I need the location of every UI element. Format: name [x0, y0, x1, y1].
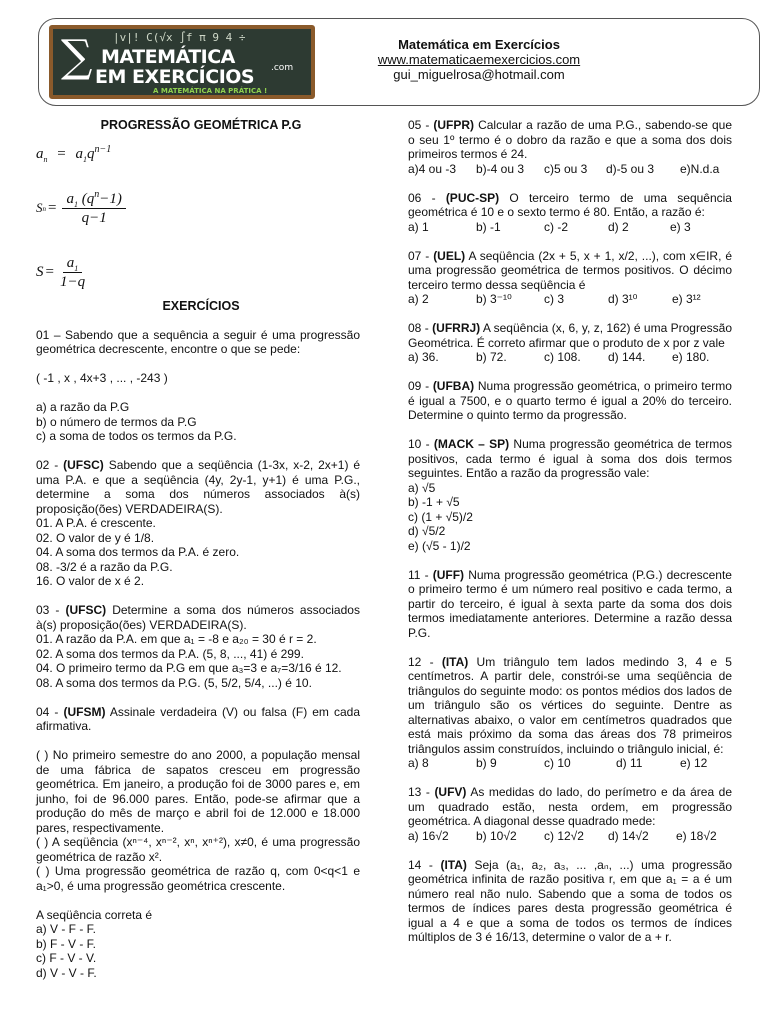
site-logo: [49, 25, 315, 99]
q09-body: Numa progressão geométrica, o primeiro termo é igual a 7500, e o quarto termo é igual a 20% do terceiro. Determine o quinto termo da progressão.: [408, 379, 732, 422]
q01-sequence: ( -1 , x , 4x+3 , ... , -243 ): [36, 371, 168, 385]
q06-option: b) -1: [476, 219, 501, 234]
f2-num-a: a: [66, 190, 74, 207]
q08-option: d) 144.: [608, 350, 646, 364]
formula-finite-sum: S n = $\frac{a_1 (q^n-1)}{q-1}$: [36, 183, 360, 235]
logo-doodle: |v|! C(√x ∫f π 9 4 ÷: [113, 31, 246, 44]
f2-eq: =: [48, 200, 57, 217]
q06-source: (PUC-SP): [445, 190, 500, 205]
q12-options: [408, 756, 732, 771]
author-email: gui_miguelrosa@hotmail.com: [393, 67, 565, 82]
question-04: [36, 705, 360, 981]
q06-option: a) 1: [408, 219, 429, 234]
q03-item: 02. A soma dos termos da P.A. (5, 8, ..., 41) é 299.: [36, 646, 304, 661]
q04-body: Assinale verdadeira (V) ou falsa (F) em cada afirmativa.: [36, 704, 360, 733]
q12-option: e) 12: [680, 756, 708, 770]
header-text: [329, 37, 629, 82]
page-title: PROGRESSÃO GEOMÉTRICA P.G: [100, 118, 302, 132]
q08-number: 08 -: [408, 321, 429, 335]
question-06: [408, 191, 732, 235]
q08-source: (UFRRJ): [432, 321, 481, 335]
q06-option: d) 2: [608, 219, 629, 234]
q12-option: c) 10: [544, 756, 571, 770]
q07-body: A seqüência (2x + 5, x + 1, x/2, ...), com x∈IR, é uma progressão geométrica de termos positivos. O décimo terceiro termo dessa seqüência é: [408, 248, 732, 292]
f3-numerator: [63, 256, 83, 274]
q03-item: 01. A razão da P.A. em que a₁ = -8 e a₂₀ = 30 é r = 2.: [36, 632, 317, 646]
q04-option: d) V - V - F.: [36, 965, 97, 980]
logo-line-2: EM EXERCÍCIOS: [95, 66, 255, 88]
page-header: [38, 18, 760, 106]
q08-text: [408, 321, 732, 350]
q13-option: d) 14√2: [608, 828, 649, 843]
q03-body: Determine a soma dos números associados à(s) proposição(ões) VERDADEIRA(S).: [36, 603, 360, 632]
q05-options: [408, 162, 732, 177]
q03-number: 03 -: [36, 603, 60, 617]
q13-text: [408, 785, 732, 829]
f2-num-sub: 1: [73, 199, 78, 209]
q10-number: 10 -: [408, 437, 430, 451]
q02-item: 08. -3/2 é a razão da P.G.: [36, 559, 173, 574]
q07-text: [408, 249, 732, 293]
q04-source: (UFSM): [63, 704, 106, 719]
q08-option: a) 36.: [408, 350, 439, 364]
question-14: [408, 858, 732, 945]
q07-option: d) 3¹⁰: [608, 292, 638, 306]
question-11: [408, 568, 732, 641]
q01-text: 01 – Sabendo que a sequência a seguir é uma progressão geométrica decrescente, encontre o que se pede:: [36, 327, 360, 356]
q04-statement: ( ) A seqüência (xⁿ⁻⁴, xⁿ⁻², xⁿ, xⁿ⁺²), x≠0, é uma progressão geométrica de razão x².: [36, 835, 360, 864]
question-09: [408, 379, 732, 423]
q09-source: (UFBA): [432, 379, 475, 393]
q09-number: 09 -: [408, 379, 430, 393]
q08-options: [408, 350, 732, 365]
q07-option: c) 3: [544, 292, 565, 306]
exercises-heading: EXERCÍCIOS: [162, 298, 240, 313]
f2-fraction: [62, 188, 125, 226]
q06-option: c) -2: [544, 219, 568, 234]
q02-number: 02 -: [36, 458, 59, 472]
q06-option: e) 3: [670, 219, 691, 234]
q05-option: a)4 ou -3: [408, 161, 457, 176]
f1-a: a: [75, 145, 83, 162]
q04-text: [36, 705, 360, 734]
f3-num-sub: 1: [74, 263, 79, 273]
q08-option: e) 180.: [672, 350, 710, 364]
q07-source: (UEL): [433, 248, 466, 263]
question-01: [36, 328, 360, 444]
question-02: [36, 458, 360, 589]
q12-text: [408, 655, 732, 757]
q02-text: [36, 458, 360, 516]
q08-option: c) 108.: [544, 350, 581, 364]
sigma-icon: ∑: [61, 31, 93, 82]
f3-lhs: S: [36, 264, 44, 281]
q01-item: a) a razão da P.G: [36, 400, 130, 414]
q13-option: a) 16√2: [408, 828, 449, 843]
f3-denominator: 1−q: [59, 274, 86, 290]
q02-item: 02. O valor de y é 1/8.: [36, 530, 155, 545]
f2-numerator: [62, 188, 125, 210]
q13-options: [408, 829, 732, 844]
q02-source: (UFSC): [63, 458, 104, 472]
q08-option: b) 72.: [476, 350, 507, 364]
q02-item: 01. A P.A. é crescente.: [36, 516, 156, 530]
q14-source: (ITA): [440, 857, 467, 872]
formula-general-term: [36, 143, 360, 177]
formula-infinite-sum: [36, 251, 360, 295]
f1-q: q: [86, 145, 95, 162]
f1-a-sub: 1: [82, 154, 87, 164]
q02-item: 04. A soma dos termos da P.A. é zero.: [36, 545, 240, 559]
f3-fraction: [60, 256, 85, 290]
q11-number: 11 -: [408, 567, 429, 582]
q13-option: c) 12√2: [544, 828, 584, 843]
q10-option: d) √5/2: [408, 524, 446, 538]
f2-denominator: q−1: [81, 210, 107, 226]
f2-num-exp: n: [94, 188, 100, 200]
question-12: [408, 655, 732, 771]
question-08: [408, 321, 732, 365]
q03-source: (UFSC): [65, 603, 107, 617]
q05-body: Calcular a razão de uma P.G., sabendo-se que o seu 1º termo é o dobro da razão e que a soma dos dois primeiros termos é 24.: [408, 118, 733, 161]
q05-option: d)-5 ou 3: [606, 161, 655, 176]
q12-source: (ITA): [441, 654, 469, 669]
q06-number: 06 -: [408, 190, 436, 205]
f2-lhs: S: [36, 200, 43, 216]
f2-num-q: (q: [81, 190, 95, 207]
q07-option: a) 2: [408, 292, 429, 306]
q05-option: b)-4 ou 3: [476, 161, 525, 176]
left-column: [36, 118, 360, 980]
f1-eq: =: [57, 145, 66, 162]
q13-source: (UFV): [434, 785, 467, 799]
question-13: [408, 785, 732, 843]
q05-option: e)N.d.a: [680, 161, 720, 176]
q13-body: As medidas do lado, do perímetro e da área de um quadrado estão, nesta ordem, em progressão geométrica. A diagonal desse quadrado mede:: [408, 785, 733, 828]
q10-option: b) -1 + √5: [408, 495, 460, 509]
q02-body: Sabendo que a seqüência (1-3x, x-2, 2x+1) é uma P.A. e que a seqüência (4y, 2y-1, y+1) é uma P.G., determine a soma dos números associados à(s) proposição(ões) VERDADEIRA(S).: [36, 458, 360, 516]
q13-number: 13 -: [408, 785, 430, 799]
f1-lhs: a: [36, 145, 44, 162]
q14-text: [408, 858, 732, 945]
q01-item: c) a soma de todos os termos da P.G.: [36, 429, 237, 443]
q10-option: c) (1 + √5)/2: [408, 509, 473, 524]
q09-text: [408, 379, 732, 423]
q10-body: Numa progressão geométrica de termos positivos, cada termo é igual à soma dos dois termos seguintes. Então a razão da progressão vale:: [408, 437, 732, 480]
q07-option: e) 3¹²: [672, 292, 701, 306]
q05-source: (UFPR): [433, 118, 475, 132]
question-07: [408, 249, 732, 307]
q03-item: 08. A soma dos termos da P.G. (5, 5/2, 5/4, ...) é 10.: [36, 675, 312, 690]
right-column: [408, 118, 732, 945]
q06-options: [408, 220, 732, 235]
q03-text: [36, 603, 360, 632]
q10-text: [408, 437, 732, 481]
q03-item: 04. O primeiro termo da P.G em que a₃=3 e a₇=3/16 é 12.: [36, 661, 342, 675]
q10-option: e) (√5 - 1)/2: [408, 538, 471, 553]
f1-exp: n−1: [94, 143, 112, 155]
site-url-link[interactable]: www.matematicaemexercicios.com: [377, 52, 581, 67]
logo-line-1: MATEMÁTICA: [101, 46, 235, 68]
q02-item: 16. O valor de x é 2.: [36, 574, 145, 588]
question-10: [408, 437, 732, 553]
q12-option: d) 11: [616, 756, 643, 770]
q11-text: [408, 568, 732, 641]
q04-option: c) F - V - V.: [36, 951, 97, 965]
q14-body: Seja (a₁, a₂, a₃, ... ,aₙ, ...) uma progressão geométrica infinita de razão positiva r, em que a₁ = a é um número real não nulo. Sabendo que a soma de todos os termos de índices pares desta progressão geométrica é igual a 4 e que a soma de todos os termos de índices múltiplos de 3 é 16/13, determine o valor de a + r.: [408, 857, 733, 944]
q12-option: b) 9: [476, 756, 497, 770]
logo-com: .com: [271, 63, 294, 73]
f1-lhs-sub: n: [43, 154, 48, 164]
q04-correct-label: A seqüência correta é: [36, 907, 153, 922]
q07-options: [408, 292, 732, 307]
q07-number: 07 -: [408, 248, 430, 263]
q04-number: 04 -: [36, 704, 59, 719]
q05-number: 05 -: [408, 118, 430, 132]
q04-option: a) V - F - F.: [36, 922, 96, 936]
q12-number: 12 -: [408, 654, 434, 669]
q06-body: O terceiro termo de uma sequência geométrica é 10 e o sexto termo é 80. Então, a razão é:: [408, 190, 732, 219]
q12-body: Um triângulo tem lados medindo 3, 4 e 5 centímetros. A partir dele, constrói-se uma seqüência de triângulos do seguinte modo: os pontos médios dos lados de um triângulo são os vértices do seguinte. Dentre as alternativas abaixo, o valor em centímetros quadrados que está mais próximo da soma das áreas dos 78 primeiros triângulos assim construídos, incluindo o triângulo inicial, é:: [408, 654, 732, 756]
q10-option: a) √5: [408, 480, 436, 495]
q14-number: 14 -: [408, 857, 433, 872]
f3-eq: =: [45, 264, 54, 281]
q05-text: [408, 118, 732, 162]
site-title: Matemática em Exercícios: [398, 37, 560, 52]
q12-option: a) 8: [408, 756, 429, 770]
q13-option: b) 10√2: [476, 828, 517, 843]
q11-body: Numa progressão geométrica (P.G.) decrescente o primeiro termo é um número real positivo e cada termo, a partir do terceiro, é igual à sexta parte da soma dos dois termos imediatamente anteriores. Determine a razão dessa P.G.: [408, 567, 732, 640]
q05-option: c)5 ou 3: [544, 161, 588, 176]
q04-statement: ( ) Uma progressão geométrica de razão q, com 0<q<1 e a₁>0, é uma progressão geométrica crescente.: [36, 864, 360, 893]
q10-source: (MACK – SP): [433, 437, 510, 451]
f3-num-a: a: [66, 254, 75, 271]
q07-option: b) 3⁻¹⁰: [476, 292, 512, 306]
q04-statement: ( ) No primeiro semestre do ano 2000, a população mensal de uma fábrica de sapatos cresceu em progressão geométrica. Em janeiro, a produção foi de 3000 pares e, em junho, foi de 96.000 pares. Então, pode-se afirmar que a produção do mês de março e abril foi de 12.000 e 18.000 pares, respectivamente.: [36, 748, 360, 835]
q06-text: [408, 191, 732, 220]
q08-body: A seqüência (x, 6, y, z, 162) é uma Progressão Geométrica. É correto afirmar que o produto de x por z vale: [408, 321, 733, 350]
logo-tagline: A MATEMÁTICA NA PRÁTICA !: [153, 87, 268, 95]
q01-item: b) o número de termos da P.G: [36, 414, 197, 429]
q11-source: (UFF): [432, 567, 465, 582]
q04-option: b) F - V - F.: [36, 936, 96, 951]
question-05: [408, 118, 732, 176]
question-03: [36, 603, 360, 690]
q13-option: e) 18√2: [676, 828, 717, 843]
f2-num-end: −1): [99, 190, 122, 207]
